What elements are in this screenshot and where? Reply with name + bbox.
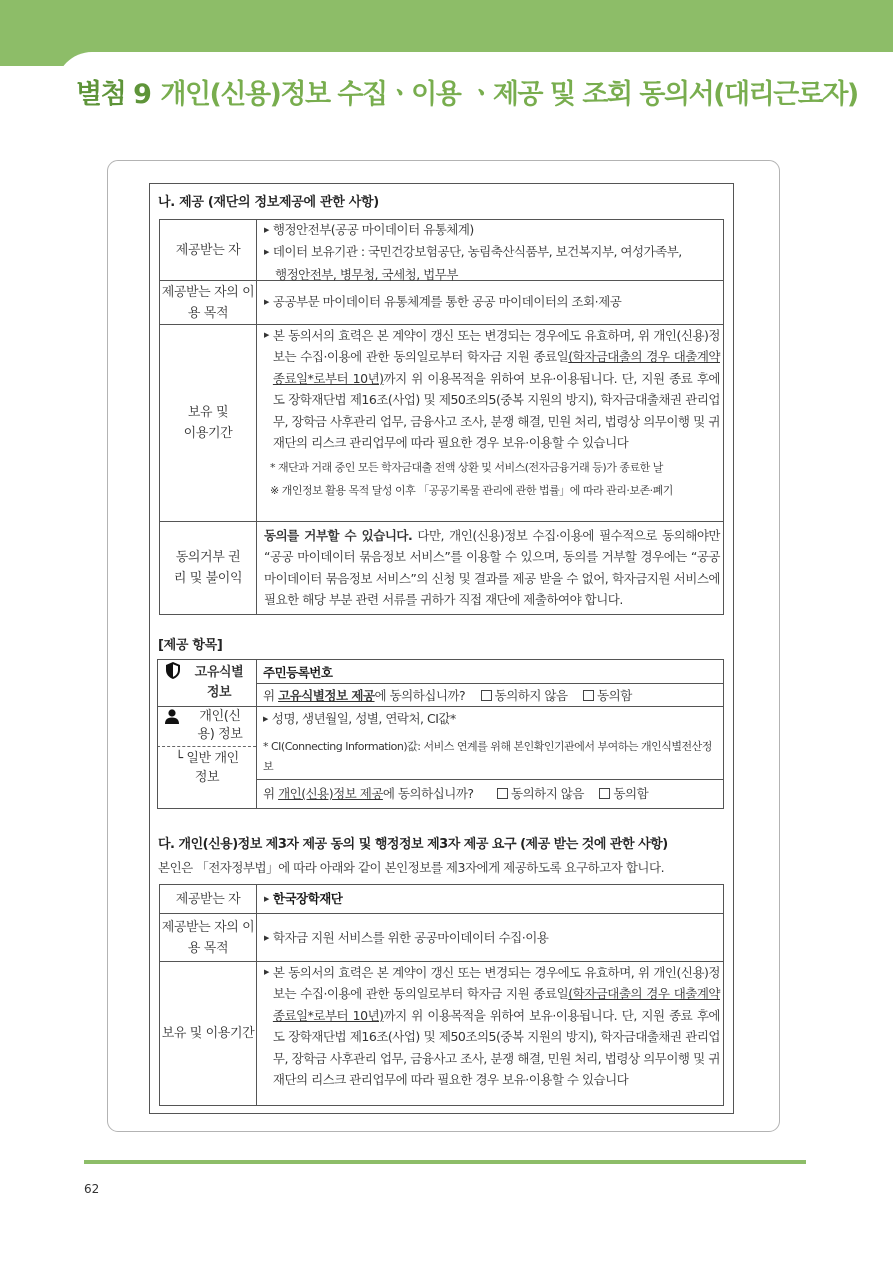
unique-disagree-checkbox[interactable]: [481, 690, 492, 701]
personal-disagree-checkbox[interactable]: [497, 788, 508, 799]
na-retention-label: 보유 및 이용기간: [183, 405, 233, 441]
unique-agree-option[interactable]: 동의함: [583, 688, 632, 703]
da-purpose-value: ▶ 학자금 지원 서비스를 위한 공공마이데이터 수집·이용: [264, 930, 549, 945]
na-recipient-value: ▶ 행정안전부(공공 마이데이터 유통체계) ▶ 데이터 보유기관 : 국민건강보험공단, 농림축산식품부, 보건복지부, 여성가족부, 행정안전부, 병무청, 국세청, 법무부: [264, 222, 682, 282]
na-refusal-value: 동의를 거부할 수 있습니다. 다만, 개인(신용)정보 수집·이용에 필수적으로 동의해야만 “공공 마이데이터 묶음정보 서비스”를 이용할 수 있으며, 동의를 거부할 경우에는 “공공 마이데이터 묶음정보 서비스”의 신청 및 결과를 제공 받을 수 없어, 학자금지원 서비스에 필요한 해당 부분 관련 서류를 귀하가 직접 재단에 제출하여야 합니다.: [264, 528, 720, 608]
items-title: [제공 항목]: [158, 638, 223, 653]
unique-disagree-option[interactable]: 동의하지 않음: [481, 688, 568, 703]
personal-disagree-option[interactable]: 동의하지 않음: [497, 786, 584, 801]
personal-info-question: 위 개인(신용)정보 제공에 동의하십니까? 동의하지 않음 동의함: [263, 786, 649, 801]
page-title: [76, 72, 858, 111]
appendix-title: 개인(신용)정보 수집ㆍ이용 ㆍ제공 및 조회 동의서(대리근로자): [160, 79, 858, 110]
unique-id-label: 고유식별 정보: [194, 665, 244, 700]
bullet-icon: ▶: [264, 331, 269, 339]
bullet-icon: ▶: [264, 968, 269, 976]
shield-icon: [164, 661, 182, 684]
general-info-label: └ 일반 개인정보: [175, 751, 239, 785]
na-retention-note-1: * 재단과 거래 중인 모든 학자금대출 전액 상환 및 서비스(전자금융거래 등)가 종료한 날: [270, 461, 663, 475]
unique-agree-checkbox[interactable]: [583, 690, 594, 701]
personal-info-label: 개인(신용) 정보: [197, 709, 243, 742]
na-recipient-label: 제공받는 자: [175, 242, 241, 258]
person-icon: [164, 709, 180, 728]
bullet-icon: ▶: [264, 226, 269, 234]
consent-panel: [149, 183, 734, 1114]
bullet-icon: ▶: [264, 895, 269, 903]
bullet-icon: ▶: [264, 248, 269, 257]
personal-agree-checkbox[interactable]: [599, 788, 610, 799]
da-recipient-value: ▶ 한국장학재단: [264, 891, 343, 906]
na-refusal-label: 동의거부 권리 및 불이익: [173, 550, 243, 586]
personal-info-value: ▶ 성명, 생년월일, 성별, 연락처, CI값*: [263, 711, 456, 726]
bullet-icon: ▶: [263, 715, 268, 723]
appendix-number: 별첨 9: [76, 79, 151, 110]
footer-rule: [84, 1160, 806, 1164]
page-number: 62: [84, 1182, 100, 1196]
bullet-icon: ▶: [264, 934, 269, 942]
da-retention-value: ▶ 본 동의서의 효력은 본 계약이 갱신 또는 변경되는 경우에도 유효하며, 위 개인(신용)정보는 수집·이용에 관한 동의일로부터 학자금 지원 종료일(학자금대출의 경우 대출계약 종료일*로부터 10년)까지 위 이용목적을 위하여 보유·이용됩니다. 단, 지원 종료 후에도 장학재단법 제16조(사업) 및 제50조의5(중복 지원의 방지), 학자금대출채권 관리업무, 장학금 사후관리 업무, 금융사고 조사, 분쟁 해결, 민원 처리, 법령상 의무이행 및 귀 재단의 리스크 관리업무에 따라 필요한 경우 보유·이용할 수 있습니다: [264, 962, 720, 1090]
ci-note: * CI(Connecting Information)값: 서비스 연계를 위해 본인확인기관에서 부여하는 개인식별전산정보: [263, 740, 712, 773]
section-da-title: 다. 개인(신용)정보 제3자 제공 동의 및 행정정보 제3자 제공 요구 (제공 받는 것에 관한 사항): [158, 837, 668, 852]
personal-agree-option[interactable]: 동의함: [599, 786, 648, 801]
da-retention-label: 보유 및 이용기간: [161, 1026, 255, 1041]
na-purpose-value: ▶ 공공부문 마이데이터 유통체계를 통한 공공 마이데이터의 조회·제공: [264, 294, 622, 309]
unique-id-question: 위 고유식별정보 제공에 동의하십니까? 동의하지 않음 동의함: [263, 688, 632, 703]
na-retention-note-2: ※ 개인정보 활용 목적 달성 이후 「공공기록물 관리에 관한 법률」에 따라 관리·보존·폐기: [270, 484, 673, 498]
na-purpose-label: 제공받는 자의 이용 목적: [161, 284, 255, 321]
bullet-icon: ▶: [264, 298, 269, 306]
na-retention-value: ▶ 본 동의서의 효력은 본 계약이 갱신 또는 변경되는 경우에도 유효하며, 위 개인(신용)정보는 수집·이용에 관한 동의일로부터 학자금 지원 종료일(학자금대출의 경우 대출계약 종료일*로부터 10년)까지 위 이용목적을 위하여 보유·이용됩니다. 단, 지원 종료 후에도 장학재단법 제16조(사업) 및 제50조의5(중복 지원의 방지), 학자금대출채권 관리업무, 장학금 사후관리 업무, 금융사고 조사, 분쟁 해결, 민원 처리, 법령상 의무이행 및 귀 재단의 리스크 관리업무에 따라 필요한 경우 보유·이용할 수 있습니다 * 재단과 거래 중인 모든 학자금대출 전액 상환 및 서비스(전자금융거래 등)가 종료한 날 ※ 개인정보 활용 목적 달성 이후 「공공기록물 관리에 관한 법률」에 따라 관리·보존·폐기: [264, 325, 720, 501]
da-purpose-label: 제공받는 자의 이용 목적: [161, 919, 255, 956]
da-recipient-label: 제공받는 자: [175, 891, 241, 907]
unique-id-value: 주민등록번호: [263, 665, 333, 680]
section-da-intro: 본인은 「전자정부법」에 따라 아래와 같이 본인정보를 제3자에게 제공하도록 요구하고자 합니다.: [158, 860, 665, 875]
section-na-title: 나. 제공 (재단의 정보제공에 관한 사항): [158, 195, 379, 210]
